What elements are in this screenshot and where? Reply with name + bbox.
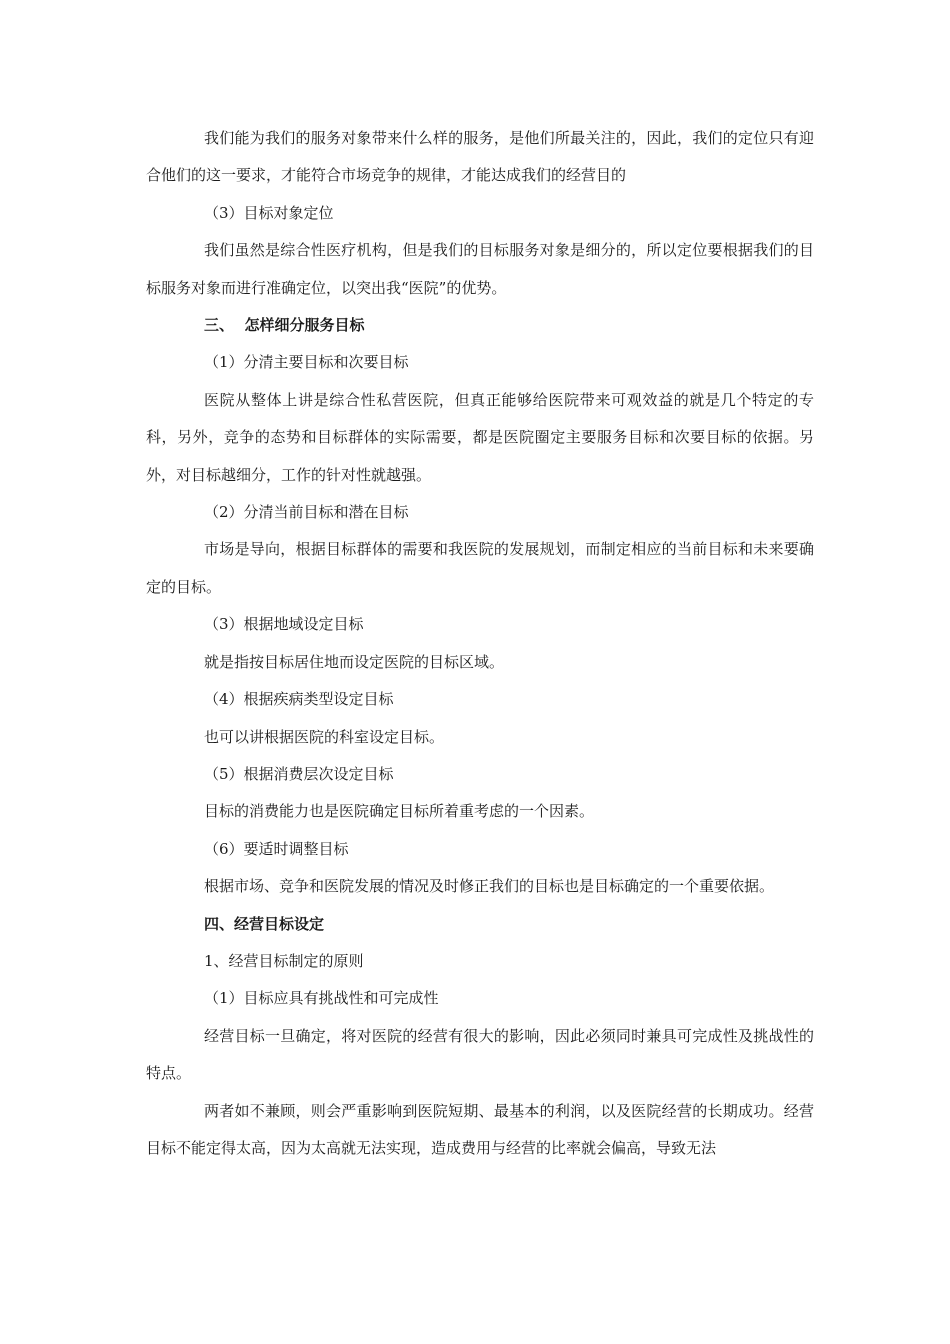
paragraph: 我们能为我们的服务对象带来什么样的服务，是他们所最关注的，因此，我们的定位只有迎合他们的这一要求，才能符合市场竞争的规律，才能达成我们的经营目的 [146,129,814,185]
subsection-heading: （6）要适时调整目标 [204,839,349,858]
paragraph: 我们虽然是综合性医疗机构，但是我们的目标服务对象是细分的，所以定位要根据我们的目标服务对象而进行准确定位，以突出我“医院”的优势。 [146,241,814,297]
subsection-heading: （1）目标应具有挑战性和可完成性 [204,989,439,1008]
subsection-heading: （4）根据疾病类型设定目标 [204,690,394,709]
paragraph: 根据市场、竞争和医院发展的情况及时修正我们的目标也是目标确定的一个重要依据。 [204,877,775,896]
subsection-heading: （1）分清主要目标和次要目标 [204,353,409,372]
paragraph: 目标的消费能力也是医院确定目标所着重考虑的一个因素。 [204,802,595,821]
paragraph: 医院从整体上讲是综合性私营医院，但真正能够给医院带来可观效益的就是几个特定的专科，另外，竞争的态势和目标群体的实际需要，都是医院圈定主要服务目标和次要目标的依据。另外，对目标越细分，工作的针对性就越强。 [146,390,814,484]
paragraph: 两者如不兼顾，则会严重影响到医院短期、最基本的利润，以及医院经营的长期成功。经营目标不能定得太高，因为太高就无法实现，造成费用与经营的比率就会偏高，导致无法 [146,1101,814,1157]
section-heading: 四、经营目标设定 [204,914,325,933]
paragraph: 也可以讲根据医院的科室设定目标。 [204,727,445,746]
subsection-heading: （3）根据地域设定目标 [204,615,364,634]
subsection-heading: （2）分清当前目标和潜在目标 [204,503,409,522]
subsection-heading: 1、经营目标制定的原则 [204,951,364,970]
document-page [146,120,814,1167]
section-heading: 三、 怎样细分服务目标 [204,316,365,335]
paragraph: 市场是导向，根据目标群体的需要和我医院的发展规划，而制定相应的当前目标和未来要确定的目标。 [146,540,814,596]
paragraph: 经营目标一旦确定，将对医院的经营有很大的影响，因此必须同时兼具可完成性及挑战性的特点。 [146,1026,814,1083]
paragraph: 就是指按目标居住地而设定医院的目标区域。 [204,652,505,671]
subsection-heading: （5）根据消费层次设定目标 [204,764,394,783]
subsection-heading: （3）目标对象定位 [204,203,334,222]
